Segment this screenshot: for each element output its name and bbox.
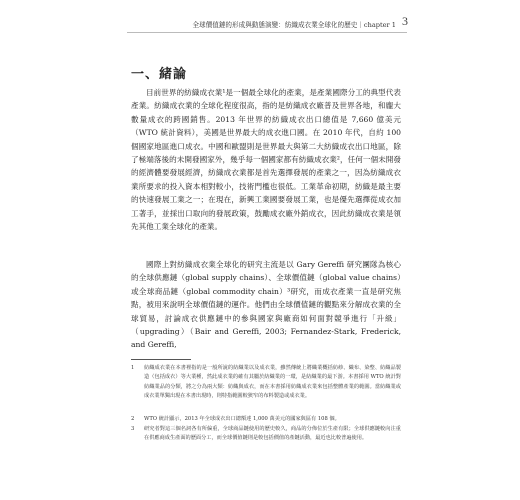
body-paragraph-1 — [131, 86, 401, 233]
footnote-number: 1 — [131, 365, 135, 371]
footnote-number: 3 — [131, 426, 135, 432]
footnote-1 — [131, 364, 401, 402]
section-heading: 一、緒論 — [131, 67, 188, 82]
running-header: 全球價值鏈的形成與動態演變：紡織成衣業全球化的歷史｜chapter 1 — [192, 21, 396, 29]
body-paragraph-2 — [131, 258, 401, 352]
header-divider — [127, 32, 407, 33]
page-number: 3 — [402, 14, 408, 28]
paragraph-text: 目前世界的紡織成衣業¹是一個最全球化的產業，是產業國際分工的典型代表產業。紡織成衣業的全球化程度很高，指的是紡織成衣廠普及世界各地，和龐大數量成衣的跨國銷售。2013 年世界的紡織成衣出口總值是 7,660 億美元（WTO 統計資料），美國是世界最大的成衣進口國。在 2010 年代，自約 100 個國家地區進口成衣。中國和歐盟則是世界最大與第二大紡織成衣出口地區，除了極端落後的未開發國家外，幾乎每一個國家都有紡織成衣業²，任何一個未開發的經濟體要發展經濟，紡織成衣業都是首先選擇發展的產業之一，因為紡織成衣業所要求的投入資本相對較小，技術門檻也很低。工業革命初期，紡織是最主要的快速發展工業之一；在現在，新興工業國要發展工業，也是優先選擇從成衣加工著手，並採出口取向的發展政策，鼓勵成衣廠外銷成衣，因此紡織成衣業是領先其他工業全球化的產業。 — [131, 88, 401, 232]
footnote-number: 2 — [131, 416, 135, 422]
footnote-text: 研究者對這三個名詞各有所偏重，全球商品鏈使用的歷史較久，商品的分佈位於生產有限；全球供應鏈較向注重在供應商成生產面的歷面分工，而全球價值鏈則是較包括價值的產鏈活動，最近也比較普遍使用。 — [144, 426, 401, 442]
footnote-text: 紡織成衣業在本書裡指的是一般所說的紡織業以及成衣業，雖然傳統上將織業概括紡紗、織布、染整、紡織品製造（包括成衣）等大業種，然此成衣業的確有其屬於紡織業的一環，是紡織業的最下游。本書採用 WTO 統計對紡織業品的分類，將之分為兩大類：紡織與成衣，而在本書採用紡織成衣業來包括整體產業的範圍。當紡織業或成衣業單獨出現在本書出現時，則特指範圍較狹窄的布料製造或成衣業。 — [144, 365, 401, 400]
footnote-3 — [131, 425, 401, 444]
footnote-2 — [131, 415, 401, 424]
footnote-text: WTO 統計顯示，2013 年全球成衣出口總額達 1,000 萬美元的國家與區有 108 個。 — [144, 416, 340, 422]
paragraph-text: 國際上對紡織成衣業全球化的研究主流是以 Gary Gereffi 研究團隊為核心的全球供應鏈（global supply chains）、全球價值鏈（global value chains）或全球商品鏈（global commodity chain）³研究，而成衣產業一直是研究焦點，被用來說明全球價值鏈的運作。他們由全球價值鏈的觀點來分解成衣業的全球貿易，討論成衣供應鏈中的參與國家與廠商如何面對競爭進行「升級」（upgrading）（Bair and Gereffi, 2003; Fernandez-Stark, Frederick, and Gereffi, — [131, 260, 401, 350]
footnote-divider — [131, 359, 191, 360]
